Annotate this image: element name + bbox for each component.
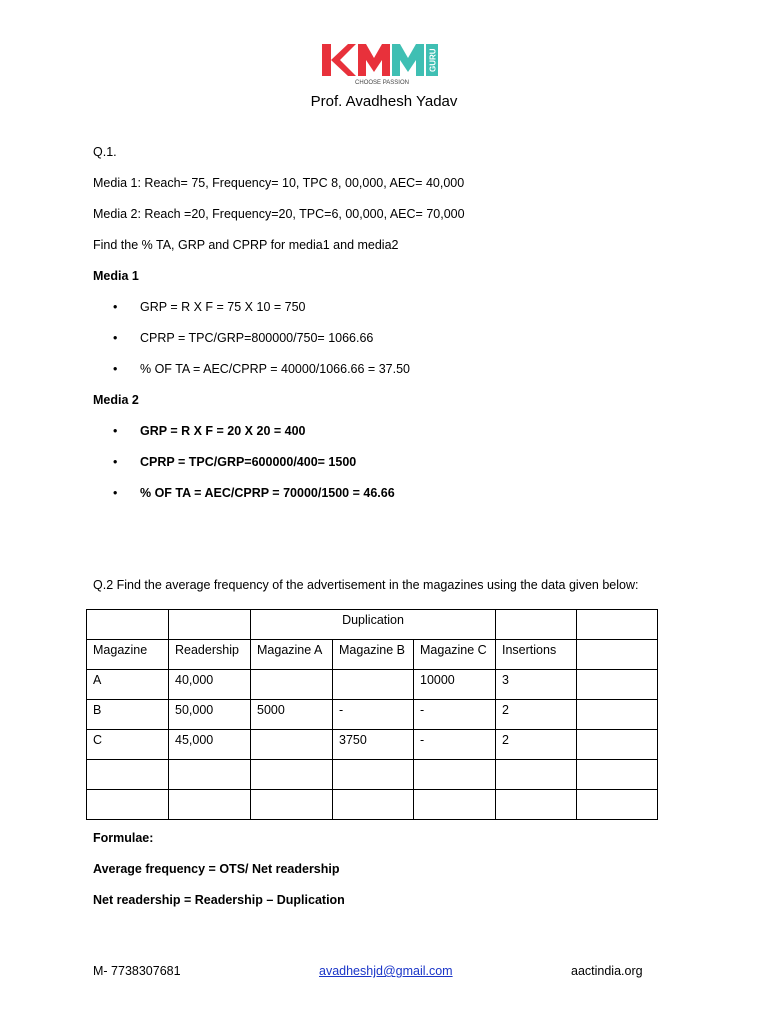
table-cell: - <box>414 700 496 730</box>
q2-question: Q.2 Find the average frequency of the advertisement in the magazines using the data given below: <box>93 578 639 592</box>
table-cell <box>251 790 333 820</box>
author-name: Prof. Avadhesh Yadav <box>310 93 458 110</box>
table-cell <box>577 730 658 760</box>
magazine-table <box>86 609 658 820</box>
table-cell: 10000 <box>414 670 496 700</box>
table-cell: C <box>87 730 169 760</box>
table-cell: 2 <box>496 730 577 760</box>
footer-phone: M- 7738307681 <box>93 964 181 978</box>
media2-item: GRP = R X F = 20 X 20 = 400 <box>140 424 306 438</box>
table-cell <box>577 790 658 820</box>
column-header: Magazine B <box>333 640 414 670</box>
media1-item: GRP = R X F = 75 X 10 = 750 <box>140 300 306 314</box>
formula-average-frequency: Average frequency = OTS/ Net readership <box>93 862 340 876</box>
q1-label: Q.1. <box>93 145 117 159</box>
table-cell <box>87 760 169 790</box>
q1-media2-line: Media 2: Reach =20, Frequency=20, TPC=6, 00,000, AEC= 70,000 <box>93 207 465 221</box>
q1-task: Find the % TA, GRP and CPRP for media1 and media2 <box>93 238 399 252</box>
table-row <box>87 760 658 790</box>
table-cell: 5000 <box>251 700 333 730</box>
table-cell <box>87 610 169 640</box>
logo-tagline: CHOOSE PASSION <box>355 80 409 86</box>
table-cell <box>496 790 577 820</box>
table-cell <box>577 700 658 730</box>
kmm-guru-logo <box>320 42 442 86</box>
duplication-header: Duplication <box>251 610 496 640</box>
footer-website: aactindia.org <box>571 964 643 978</box>
table-cell <box>251 670 333 700</box>
table-cell <box>251 730 333 760</box>
table-cell <box>169 790 251 820</box>
bullet-icon: • <box>113 455 118 469</box>
table-row <box>87 730 658 760</box>
table-cell: 40,000 <box>169 670 251 700</box>
table-cell <box>87 790 169 820</box>
table-cell: - <box>414 730 496 760</box>
table-cell <box>577 670 658 700</box>
table-cell: 50,000 <box>169 700 251 730</box>
table-header-row <box>87 640 658 670</box>
bullet-icon: • <box>113 362 118 376</box>
media2-heading: Media 2 <box>93 393 139 407</box>
formulae-label: Formulae: <box>93 831 154 845</box>
table-cell: 45,000 <box>169 730 251 760</box>
bullet-icon: • <box>113 424 118 438</box>
table-cell <box>251 760 333 790</box>
table-row <box>87 670 658 700</box>
bullet-icon: • <box>113 300 118 314</box>
logo-graphic <box>320 42 442 86</box>
table-cell <box>333 670 414 700</box>
column-header: Readership <box>169 640 251 670</box>
footer-email-link[interactable]: avadheshjd@gmail.com <box>319 964 453 978</box>
table-cell: 2 <box>496 700 577 730</box>
table-cell <box>169 610 251 640</box>
column-header: Insertions <box>496 640 577 670</box>
table-row <box>87 700 658 730</box>
table-cell <box>577 610 658 640</box>
table-cell <box>414 760 496 790</box>
column-header: Magazine A <box>251 640 333 670</box>
bullet-icon: • <box>113 331 118 345</box>
table-cell <box>333 790 414 820</box>
column-header: Magazine <box>87 640 169 670</box>
table-row <box>87 790 658 820</box>
table-cell <box>496 610 577 640</box>
table-cell <box>577 760 658 790</box>
column-header: Magazine C <box>414 640 496 670</box>
table-cell: - <box>333 700 414 730</box>
q1-media1-line: Media 1: Reach= 75, Frequency= 10, TPC 8, 00,000, AEC= 40,000 <box>93 176 465 190</box>
bullet-icon: • <box>113 486 118 500</box>
media1-heading: Media 1 <box>93 269 139 283</box>
table-cell <box>333 760 414 790</box>
media2-item: % OF TA = AEC/CPRP = 70000/1500 = 46.66 <box>140 486 395 500</box>
table-cell: 3750 <box>333 730 414 760</box>
table-cell <box>496 760 577 790</box>
table-cell: B <box>87 700 169 730</box>
table-cell <box>414 790 496 820</box>
table-cell <box>169 760 251 790</box>
table-row <box>87 610 658 640</box>
formula-net-readership: Net readership = Readership – Duplication <box>93 893 345 907</box>
table-cell: A <box>87 670 169 700</box>
media1-item: % OF TA = AEC/CPRP = 40000/1066.66 = 37.50 <box>140 362 410 376</box>
table-cell: 3 <box>496 670 577 700</box>
column-header <box>577 640 658 670</box>
media1-item: CPRP = TPC/GRP=800000/750= 1066.66 <box>140 331 374 345</box>
media2-item: CPRP = TPC/GRP=600000/400= 1500 <box>140 455 357 469</box>
logo-side-text: GURU <box>428 48 438 72</box>
